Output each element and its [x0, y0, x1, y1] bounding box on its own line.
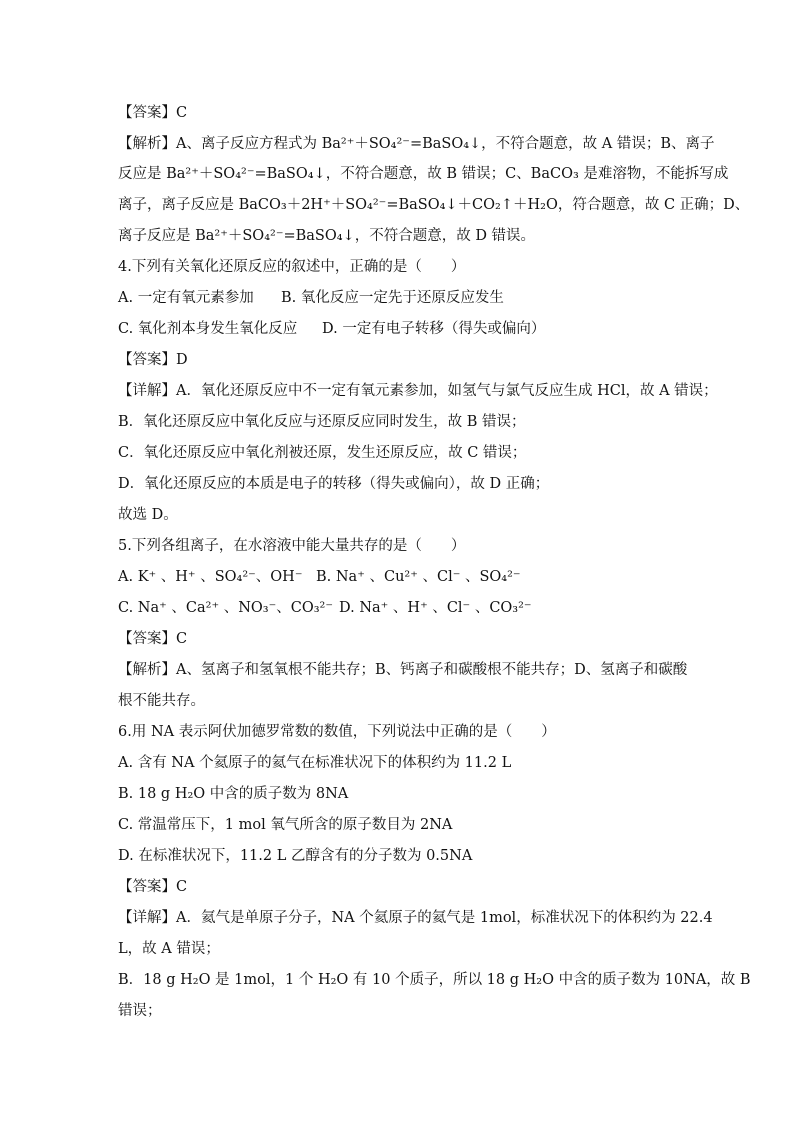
explanation-text: 错误；	[118, 1003, 162, 1019]
option-b: B. 18 g H₂O 中含的质子数为 8NA	[118, 786, 349, 802]
question-6: 6.用 NA 表示阿伏加德罗常数的数值，下列说法中正确的是（ ）	[118, 724, 556, 740]
option-d: D. 一定有电子转移（得失或偏向）	[322, 321, 546, 337]
explanation-text: 【详解】A．氧化还原反应中不一定有氧元素参加，如氢气与氯气反应生成 HCl，故 A 错误；	[118, 383, 718, 399]
answer-label: 【答案】D	[118, 352, 188, 368]
explanation-text: B．氧化还原反应中氧化反应与还原反应同时发生，故 B 错误；	[118, 414, 526, 430]
option-d: D. Na⁺ 、H⁺ 、Cl⁻ 、CO₃²⁻	[339, 600, 532, 616]
explanation-text: 故选 D。	[118, 507, 178, 523]
option-c: C. Na⁺ 、Ca²⁺ 、NO₃⁻、CO₃²⁻	[118, 600, 334, 616]
answer-label: 【答案】C	[118, 879, 188, 895]
explanation-text: C．氧化还原反应中氧化剂被还原，发生还原反应，故 C 错误；	[118, 445, 527, 461]
analysis-text: 离子，离子反应是 BaCO₃＋2H⁺＋SO₄²⁻=BaSO₄↓＋CO₂↑＋H₂O，符合题意，故 C 正确；D、	[118, 197, 750, 213]
analysis-text: 离子反应是 Ba²⁺＋SO₄²⁻=BaSO₄↓，不符合题意，故 D 错误。	[118, 228, 536, 244]
explanation-text: B．18 g H₂O 是 1mol，1 个 H₂O 有 10 个质子，所以 18 g H₂O 中含的质子数为 10NA，故 B	[118, 972, 751, 988]
explanation-text: 【详解】A．氦气是单原子分子，NA 个氦原子的氦气是 1mol，标准状况下的体积约为 22.4	[118, 910, 713, 926]
explanation-text: D．氧化还原反应的本质是电子的转移（得失或偏向），故 D 正确；	[118, 476, 550, 492]
option-d: D. 在标准状况下，11.2 L 乙醇含有的分子数为 0.5NA	[118, 848, 473, 864]
answer-label: 【答案】C	[118, 631, 188, 647]
analysis-text: 【解析】A、离子反应方程式为 Ba²⁺＋SO₄²⁻=BaSO₄↓，不符合题意，故 A 错误；B、离子	[118, 136, 715, 152]
option-a: A. K⁺ 、H⁺ 、SO₄²⁻、OH⁻	[118, 569, 303, 585]
analysis-text: 反应是 Ba²⁺＋SO₄²⁻=BaSO₄↓，不符合题意，故 B 错误；C、BaCO₃ 是难溶物，不能拆写成	[118, 166, 729, 182]
question-4: 4.下列有关氧化还原反应的叙述中，正确的是（ ）	[118, 259, 466, 275]
option-a: A. 一定有氧元素参加	[118, 290, 254, 306]
explanation-text: L，故 A 错误；	[118, 941, 220, 957]
option-c: C. 常温常压下，1 mol 氧气所含的原子数目为 2NA	[118, 817, 453, 833]
option-b: B. 氧化反应一定先于还原反应发生	[281, 290, 504, 306]
analysis-text: 根不能共存。	[118, 693, 205, 709]
option-c: C. 氧化剂本身发生氧化反应	[118, 321, 298, 337]
answer-label: 【答案】C	[118, 105, 188, 121]
option-a: A. 含有 NA 个氦原子的氦气在标准状况下的体积约为 11.2 L	[118, 755, 512, 771]
analysis-text: 【解析】A、氢离子和氢氧根不能共存；B、钙离子和碳酸根不能共存；D、氢离子和碳酸	[118, 662, 688, 678]
question-5: 5.下列各组离子，在水溶液中能大量共存的是（ ）	[118, 538, 466, 554]
option-b: B. Na⁺ 、Cu²⁺ 、Cl⁻ 、SO₄²⁻	[316, 569, 521, 585]
